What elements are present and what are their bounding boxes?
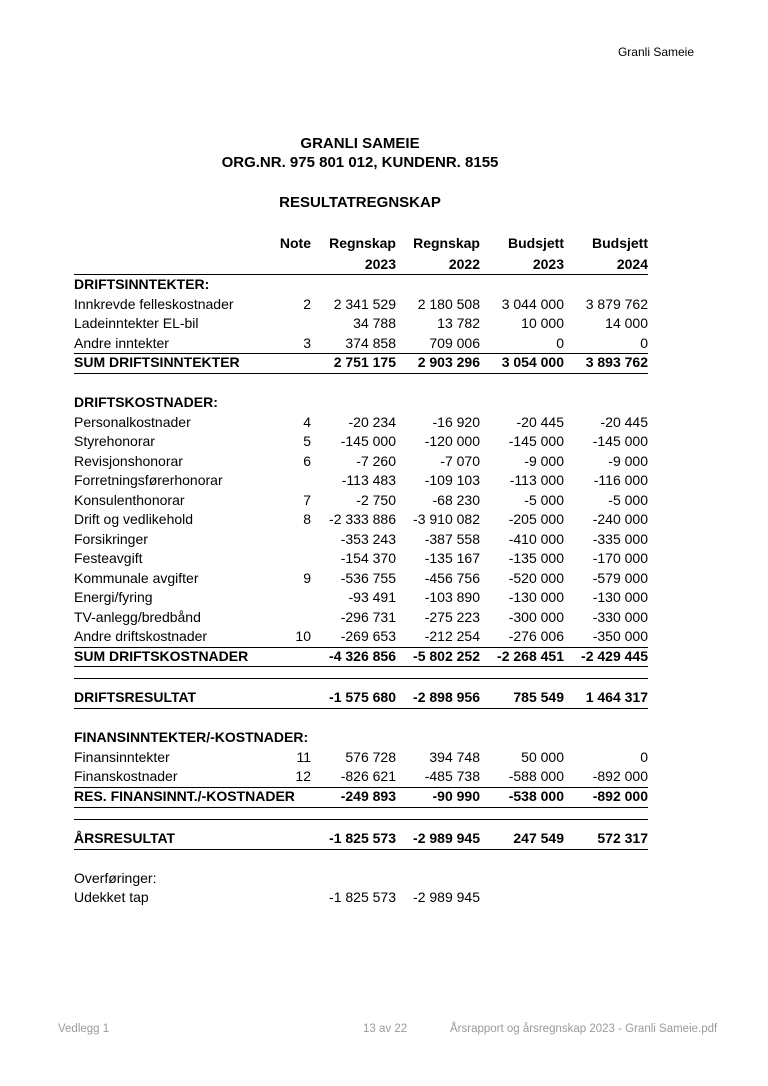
cell-regnskap-2023: -1 825 573: [329, 830, 396, 846]
footer-attachment: Vedlegg 1: [58, 1023, 110, 1035]
cell-regnskap-2022: -485 738: [424, 768, 480, 784]
cell-regnskap-2022: 394 748: [429, 748, 480, 765]
row-label: ÅRSRESULTAT: [74, 830, 176, 846]
col-budget-year-2023: 2023: [532, 256, 564, 272]
cell-budsjett-2023: 3 044 000: [501, 295, 564, 312]
row-label: Overføringer:: [74, 870, 157, 886]
row-label: Ladeinntekter EL-bil: [74, 315, 199, 331]
row-note: 5: [303, 433, 311, 449]
cell-budsjett-2024: 3 879 762: [585, 295, 648, 312]
cell-budsjett-2024: -350 000: [592, 628, 648, 644]
row-label: DRIFTSINNTEKTER:: [74, 276, 210, 292]
table-row: [74, 295, 648, 314]
row-note: 7: [303, 491, 311, 508]
cell-regnskap-2022: 2 180 508: [417, 295, 480, 312]
col-year-2023: 2023: [364, 256, 396, 272]
cell-budsjett-2024: -330 000: [592, 608, 648, 625]
table-row: [74, 432, 648, 451]
cell-regnskap-2023: -1 825 573: [329, 889, 396, 905]
result-rule-below: [74, 849, 648, 850]
sum-rule-below: [74, 807, 648, 808]
cell-regnskap-2023: -20 234: [348, 413, 396, 430]
cell-regnskap-2022: -212 254: [424, 628, 480, 644]
cell-regnskap-2023: -4 326 856: [329, 647, 396, 664]
cell-budsjett-2024: 1 464 317: [585, 689, 648, 705]
sum-rule-above: [74, 353, 648, 354]
table-row: [74, 767, 648, 786]
cell-budsjett-2023: -410 000: [508, 530, 564, 547]
col-regnskap-2022-header: Regnskap: [413, 235, 480, 251]
row-label: RES. FINANSINNT./-KOSTNADER: [74, 788, 295, 804]
cell-regnskap-2023: -7 260: [356, 452, 396, 469]
cell-budsjett-2023: -5 000: [524, 491, 564, 508]
cell-regnskap-2022: -103 890: [424, 589, 480, 605]
cell-budsjett-2024: -170 000: [592, 550, 648, 566]
cell-regnskap-2023: -145 000: [340, 433, 396, 449]
section-heading-row: [74, 393, 648, 412]
cell-regnskap-2023: -154 370: [340, 550, 396, 566]
row-label: Drift og vedlikehold: [74, 511, 194, 527]
cell-regnskap-2022: -90 990: [432, 788, 480, 804]
table-row: [74, 471, 648, 490]
cell-regnskap-2023: -1 575 680: [329, 689, 396, 705]
col-year-2022: 2022: [448, 256, 480, 272]
col-budsjett-2024-header: Budsjett: [592, 235, 648, 251]
row-label: Finanskostnader: [74, 768, 178, 784]
row-label: SUM DRIFTSKOSTNADER: [74, 647, 249, 664]
footer-filename: Årsrapport og årsregnskap 2023 - Granli Sameie.pdf: [450, 1023, 718, 1035]
table-row: [74, 510, 648, 529]
total-row: [74, 688, 648, 707]
cell-budsjett-2024: -5 000: [608, 491, 648, 508]
row-label: FINANSINNTEKTER/-KOSTNADER:: [74, 729, 309, 745]
section-heading-row: [74, 728, 648, 747]
row-label: DRIFTSKOSTNADER:: [74, 394, 218, 410]
sum-rule-below: [74, 373, 648, 374]
cell-regnskap-2023: -353 243: [340, 530, 396, 547]
row-label: TV-anlegg/bredbånd: [74, 608, 201, 625]
row-label: Finansinntekter: [74, 748, 170, 765]
table-row: [74, 748, 648, 767]
col-budsjett-2023-header: Budsjett: [508, 235, 564, 251]
cell-regnskap-2022: -3 910 082: [413, 511, 480, 527]
cell-regnskap-2023: 2 341 529: [333, 295, 396, 312]
cell-regnskap-2022: -456 756: [424, 569, 480, 586]
cell-budsjett-2023: -538 000: [508, 788, 564, 804]
cell-budsjett-2024: -116 000: [593, 472, 648, 488]
cell-regnskap-2022: 709 006: [429, 334, 480, 351]
cell-regnskap-2023: 374 858: [345, 334, 396, 351]
cell-regnskap-2023: -826 621: [340, 768, 396, 784]
cell-regnskap-2022: -5 802 252: [413, 647, 480, 664]
cell-budsjett-2024: -240 000: [592, 511, 648, 527]
cell-budsjett-2023: -20 445: [516, 413, 564, 430]
row-note: 3: [303, 334, 311, 351]
section-heading-row: [74, 275, 648, 294]
row-note: 8: [303, 511, 311, 527]
table-row: [74, 413, 648, 432]
total-row: [74, 829, 648, 848]
page-header: Granli Sameie: [617, 45, 694, 59]
col-regnskap-2023-header: Regnskap: [329, 235, 396, 251]
column-header-row-top: [74, 234, 648, 253]
sum-rule-above: [74, 647, 648, 648]
cell-budsjett-2023: 10 000: [521, 315, 564, 331]
cell-budsjett-2023: -135 000: [508, 550, 564, 566]
table-row: [74, 569, 648, 588]
cell-budsjett-2024: -892 000: [592, 768, 648, 784]
row-note: 11: [296, 748, 311, 765]
cell-budsjett-2023: 3 054 000: [501, 354, 564, 370]
table-row: [74, 549, 648, 568]
cell-regnskap-2023: -296 731: [340, 608, 396, 625]
row-label: Konsulenthonorar: [74, 491, 185, 508]
result-rule-above: [74, 819, 648, 820]
cell-budsjett-2024: 572 317: [597, 830, 648, 846]
row-label: DRIFTSRESULTAT: [74, 689, 197, 705]
table-row: [74, 627, 648, 646]
cell-regnskap-2022: -2 898 956: [413, 689, 480, 705]
cell-budsjett-2024: -20 445: [600, 413, 648, 430]
total-row: [74, 787, 648, 806]
row-label: Revisjonshonorar: [74, 452, 183, 469]
cell-budsjett-2024: 3 893 762: [585, 354, 648, 370]
cell-regnskap-2022: -387 558: [424, 530, 480, 547]
cell-budsjett-2024: -2 429 445: [581, 647, 648, 664]
cell-budsjett-2024: 14 000: [605, 315, 648, 331]
result-rule-below: [74, 708, 648, 709]
cell-regnskap-2022: -275 223: [424, 608, 480, 625]
cell-budsjett-2023: 0: [556, 334, 564, 351]
cell-budsjett-2023: -130 000: [508, 589, 564, 605]
cell-budsjett-2023: -276 006: [508, 628, 564, 644]
cell-regnskap-2023: 34 788: [353, 315, 396, 331]
cell-regnskap-2023: 576 728: [345, 748, 396, 765]
row-note: 6: [303, 452, 311, 469]
row-label: Udekket tap: [74, 889, 149, 905]
row-label: Kommunale avgifter: [74, 569, 199, 586]
table-row: [74, 888, 648, 907]
cell-regnskap-2023: 2 751 175: [333, 354, 396, 370]
table-row: [74, 491, 648, 510]
row-note: 4: [303, 413, 311, 430]
col-note-header: Note: [279, 235, 311, 251]
cell-budsjett-2024: -892 000: [592, 788, 648, 804]
row-note: 10: [295, 628, 311, 644]
cell-budsjett-2024: -335 000: [592, 530, 648, 547]
cell-regnskap-2022: -135 167: [424, 550, 480, 566]
total-row: [74, 353, 648, 372]
row-note: 12: [295, 768, 311, 784]
cell-regnskap-2022: 13 782: [437, 315, 480, 331]
row-label: Personalkostnader: [74, 413, 191, 430]
cell-regnskap-2022: -7 070: [440, 452, 480, 469]
cell-budsjett-2023: 785 549: [513, 689, 564, 705]
row-note: 9: [303, 569, 311, 586]
company-name: GRANLI SAMEIE: [300, 135, 420, 152]
row-label: SUM DRIFTSINNTEKTER: [74, 354, 240, 370]
cell-regnskap-2023: -249 893: [340, 788, 396, 804]
cell-regnskap-2022: 2 903 296: [417, 354, 480, 370]
cell-budsjett-2023: -145 000: [508, 433, 564, 449]
footer-page-number: 13 av 22: [363, 1023, 408, 1035]
cell-budsjett-2023: 247 549: [513, 830, 564, 846]
result-rule-above: [74, 678, 648, 679]
cell-regnskap-2023: -93 491: [348, 589, 396, 605]
cell-budsjett-2023: 50 000: [521, 748, 564, 765]
table-row: [74, 588, 648, 607]
row-label: Forsikringer: [74, 530, 148, 547]
column-header-row-bottom: [74, 255, 648, 274]
table-row: [74, 314, 648, 333]
cell-budsjett-2024: -579 000: [592, 569, 648, 586]
col-budget-year-2024: 2024: [616, 256, 648, 272]
row-label: Andre inntekter: [74, 334, 169, 351]
sum-rule-below: [74, 666, 648, 667]
cell-budsjett-2023: -2 268 451: [497, 647, 564, 664]
cell-budsjett-2024: -130 000: [592, 589, 648, 605]
cell-budsjett-2023: -113 000: [509, 472, 564, 488]
cell-regnskap-2022: -2 989 945: [413, 889, 480, 905]
table-row: [74, 334, 648, 353]
cell-budsjett-2024: 0: [640, 748, 648, 765]
row-label: Energi/fyring: [74, 589, 153, 605]
table-row: [74, 869, 648, 888]
cell-budsjett-2023: -300 000: [508, 608, 564, 625]
row-label: Festeavgift: [74, 550, 143, 566]
cell-budsjett-2024: -9 000: [608, 452, 648, 469]
cell-budsjett-2023: -520 000: [508, 569, 564, 586]
sum-rule-above: [74, 787, 648, 788]
cell-regnskap-2023: -2 750: [356, 491, 396, 508]
cell-regnskap-2023: -269 653: [340, 628, 396, 644]
cell-budsjett-2024: 0: [640, 334, 648, 351]
cell-budsjett-2023: -205 000: [508, 511, 564, 527]
cell-regnskap-2023: -113 483: [341, 472, 396, 488]
cell-budsjett-2024: -145 000: [592, 433, 648, 449]
cell-budsjett-2023: -9 000: [524, 452, 564, 469]
cell-budsjett-2023: -588 000: [508, 768, 564, 784]
total-row: [74, 647, 648, 666]
statement-title: RESULTATREGNSKAP: [279, 194, 441, 211]
table-row: [74, 530, 648, 549]
cell-regnskap-2022: -2 989 945: [413, 830, 480, 846]
row-label: Andre driftskostnader: [74, 628, 208, 644]
row-label: Styrehonorar: [74, 433, 155, 449]
table-row: [74, 452, 648, 471]
row-note: 2: [303, 295, 311, 312]
cell-regnskap-2022: -109 103: [424, 472, 480, 488]
cell-regnskap-2022: -120 000: [424, 433, 480, 449]
cell-regnskap-2023: -536 755: [340, 569, 396, 586]
row-label: Innkrevde felleskostnader: [74, 295, 234, 312]
table-row: [74, 608, 648, 627]
row-label: Forretningsførerhonorar: [74, 472, 223, 488]
cell-regnskap-2022: -68 230: [432, 491, 480, 508]
cell-regnskap-2022: -16 920: [432, 413, 480, 430]
org-number: ORG.NR. 975 801 012, KUNDENR. 8155: [221, 154, 499, 171]
cell-regnskap-2023: -2 333 886: [329, 511, 396, 527]
